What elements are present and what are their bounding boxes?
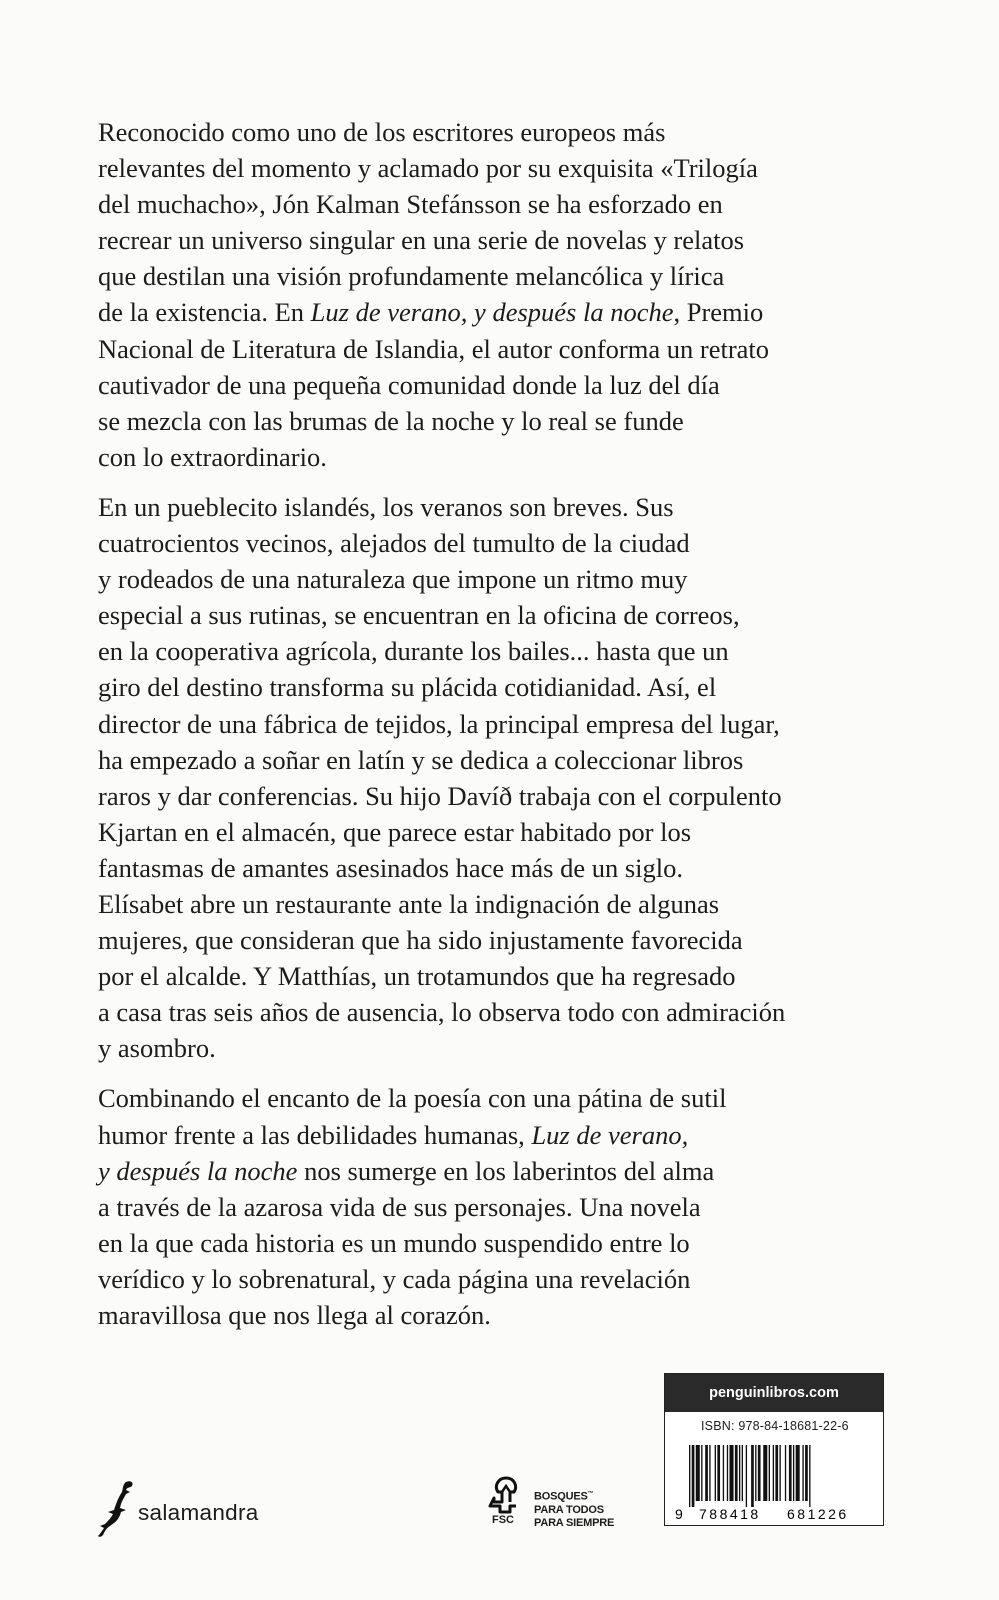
barcode-bar xyxy=(717,1445,720,1501)
blurb-line-text: de la existencia. En xyxy=(98,297,311,328)
barcode-bar xyxy=(793,1445,794,1501)
barcode-bar xyxy=(689,1445,690,1507)
isbn-number: ISBN: 978-84-18681-22-6 xyxy=(701,1419,849,1433)
blurb-line: recrear un universo singular en una serie de novelas y relatos xyxy=(98,225,745,256)
publisher-name: salamandra xyxy=(138,1500,259,1525)
barcode-bar xyxy=(730,1445,734,1501)
barcode-bar xyxy=(692,1445,695,1507)
blurb-line: maravillosa que nos llega al corazón. xyxy=(98,1300,491,1330)
barcode-digit-first: 9 xyxy=(675,1506,683,1521)
barcode-bar xyxy=(746,1445,747,1507)
blurb-line-text: , Premio xyxy=(673,297,764,328)
fsc-slogan-line-1: BOSQUES™ xyxy=(534,1490,594,1503)
barcode-bar xyxy=(701,1445,702,1501)
blurb-paragraph-2 xyxy=(98,489,898,1067)
blurb-line: cuatrocientos vecinos, alejados del tumulto de la ciudad xyxy=(98,528,690,559)
publisher-logo xyxy=(96,1478,296,1540)
blurb-line: Nacional de Literatura de Islandia, el autor conforma un retrato xyxy=(98,333,770,364)
blurb-line: cautivador de una pequeña comunidad donde la luz del día xyxy=(98,369,720,400)
blurb-line: a través de la azarosa vida de sus personajes. Una novela xyxy=(98,1191,701,1222)
blurb-line: Kjartan en el almacén, que parece estar habitado por los xyxy=(98,816,692,847)
barcode-bar xyxy=(802,1445,803,1501)
blurb-line: mujeres, que consideran que ha sido injustamente favorecida xyxy=(98,925,743,956)
fsc-slogan-line-3: PARA SIEMPRE xyxy=(534,1516,615,1529)
blurb-line: director de una fábrica de tejidos, la principal empresa del lugar, xyxy=(98,708,780,739)
blurb-line: Reconocido como uno de los escritores europeos más xyxy=(98,117,666,147)
back-cover-blurb xyxy=(98,114,898,1347)
blurb-line: a casa tras seis años de ausencia, lo observa todo con admiración xyxy=(98,997,786,1028)
barcode-bar xyxy=(796,1445,800,1501)
blurb-line xyxy=(98,1153,898,1189)
blurb-line: y rodeados de una naturaleza que impone un ritmo muy xyxy=(98,564,688,595)
barcode-bar xyxy=(751,1445,754,1507)
isbn-barcode-box xyxy=(664,1373,884,1526)
blurb-line: verídico y lo sobrenatural, y cada página una revelación xyxy=(98,1263,691,1294)
barcode-bar xyxy=(705,1445,708,1501)
blurb-line: En un pueblecito islandés, los veranos son breves. Sus xyxy=(98,491,674,522)
barcode-bar xyxy=(739,1445,740,1501)
blurb-line: que destilan una visión profundamente melancólica y lírica xyxy=(98,261,725,292)
blurb-line: por el alcalde. Y Matthías, un trotamundos que ha regresado xyxy=(98,961,736,992)
barcode-bar xyxy=(769,1445,770,1501)
blurb-line: del muchacho», Jón Kalman Stefánsson se ha esforzado en xyxy=(98,189,723,220)
barcode-bar xyxy=(779,1445,780,1501)
publisher-website: penguinlibros.com xyxy=(665,1374,883,1412)
barcode-bar xyxy=(773,1445,774,1501)
blurb-line: especial a sus rutinas, se encuentran en la oficina de correos, xyxy=(98,600,740,631)
blurb-line: ha empezado a soñar en latín y se dedica a coleccionar libros xyxy=(98,744,744,775)
blurb-line: Elísabet abre un restaurante ante la indignación de algunas xyxy=(98,888,720,919)
blurb-line xyxy=(98,1117,898,1153)
barcode-bar xyxy=(696,1445,700,1501)
barcode-bar xyxy=(715,1445,716,1501)
blurb-line: y asombro. xyxy=(98,1033,216,1064)
barcode-bar xyxy=(805,1445,808,1501)
fsc-tree-icon xyxy=(486,1472,530,1516)
barcode-bar xyxy=(789,1445,792,1501)
book-title-italic: Luz de verano, y después la noche xyxy=(310,297,674,328)
barcode-digits-right: 681226 xyxy=(787,1506,849,1521)
fsc-slogan xyxy=(534,1488,614,1530)
barcode-digits-left: 788418 xyxy=(699,1506,761,1521)
barcode-bar xyxy=(709,1445,710,1501)
blurb-line: relevantes del momento y aclamado por su exquisita «Trilogía xyxy=(98,153,758,184)
blurb-line-text: nos sumerge en los laberintos del alma xyxy=(297,1155,715,1186)
salamander-icon xyxy=(96,1478,138,1540)
fsc-slogan-line-2: PARA TODOS xyxy=(534,1503,604,1516)
blurb-line: fantasmas de amantes asesinados hace más de un siglo. xyxy=(98,852,684,883)
book-title-italic: y después la noche xyxy=(98,1155,298,1186)
barcode-bar xyxy=(758,1445,761,1501)
barcode-bar xyxy=(785,1445,786,1501)
blurb-paragraph-3 xyxy=(98,1080,898,1333)
blurb-line: se mezcla con las brumas de la noche y lo real se funde xyxy=(98,405,684,436)
barcode-bar xyxy=(775,1445,778,1501)
barcode-bar xyxy=(809,1445,810,1507)
blurb-line: en la cooperativa agrícola, durante los bailes... hasta que un xyxy=(98,636,729,667)
barcode-bar xyxy=(755,1445,756,1501)
blurb-line: en la que cada historia es un mundo suspendido entre lo xyxy=(98,1227,690,1258)
barcode-bar xyxy=(727,1445,728,1501)
blurb-line: con lo extraordinario. xyxy=(98,441,327,472)
blurb-line: Combinando el encanto de la poesía con una pátina de sutil xyxy=(98,1083,727,1114)
barcode-bar xyxy=(723,1445,724,1501)
blurb-paragraph-1 xyxy=(98,114,898,475)
blurb-line: raros y dar conferencias. Su hijo Davíð trabaja con el corpulento xyxy=(98,780,782,811)
blurb-line: giro del destino transforma su plácida cotidianidad. Así, el xyxy=(98,672,717,703)
fsc-logo xyxy=(482,1472,642,1534)
barcode-bar xyxy=(763,1445,767,1501)
barcode-bar xyxy=(742,1445,743,1501)
book-title-italic: Luz de verano, xyxy=(531,1119,689,1150)
blurb-line-text: humor frente a las debilidades humanas, xyxy=(98,1119,532,1150)
blurb-line xyxy=(98,294,898,330)
barcode-bar xyxy=(735,1445,738,1501)
fsc-label: FSC xyxy=(492,1514,514,1526)
barcode-icon xyxy=(675,1445,875,1521)
